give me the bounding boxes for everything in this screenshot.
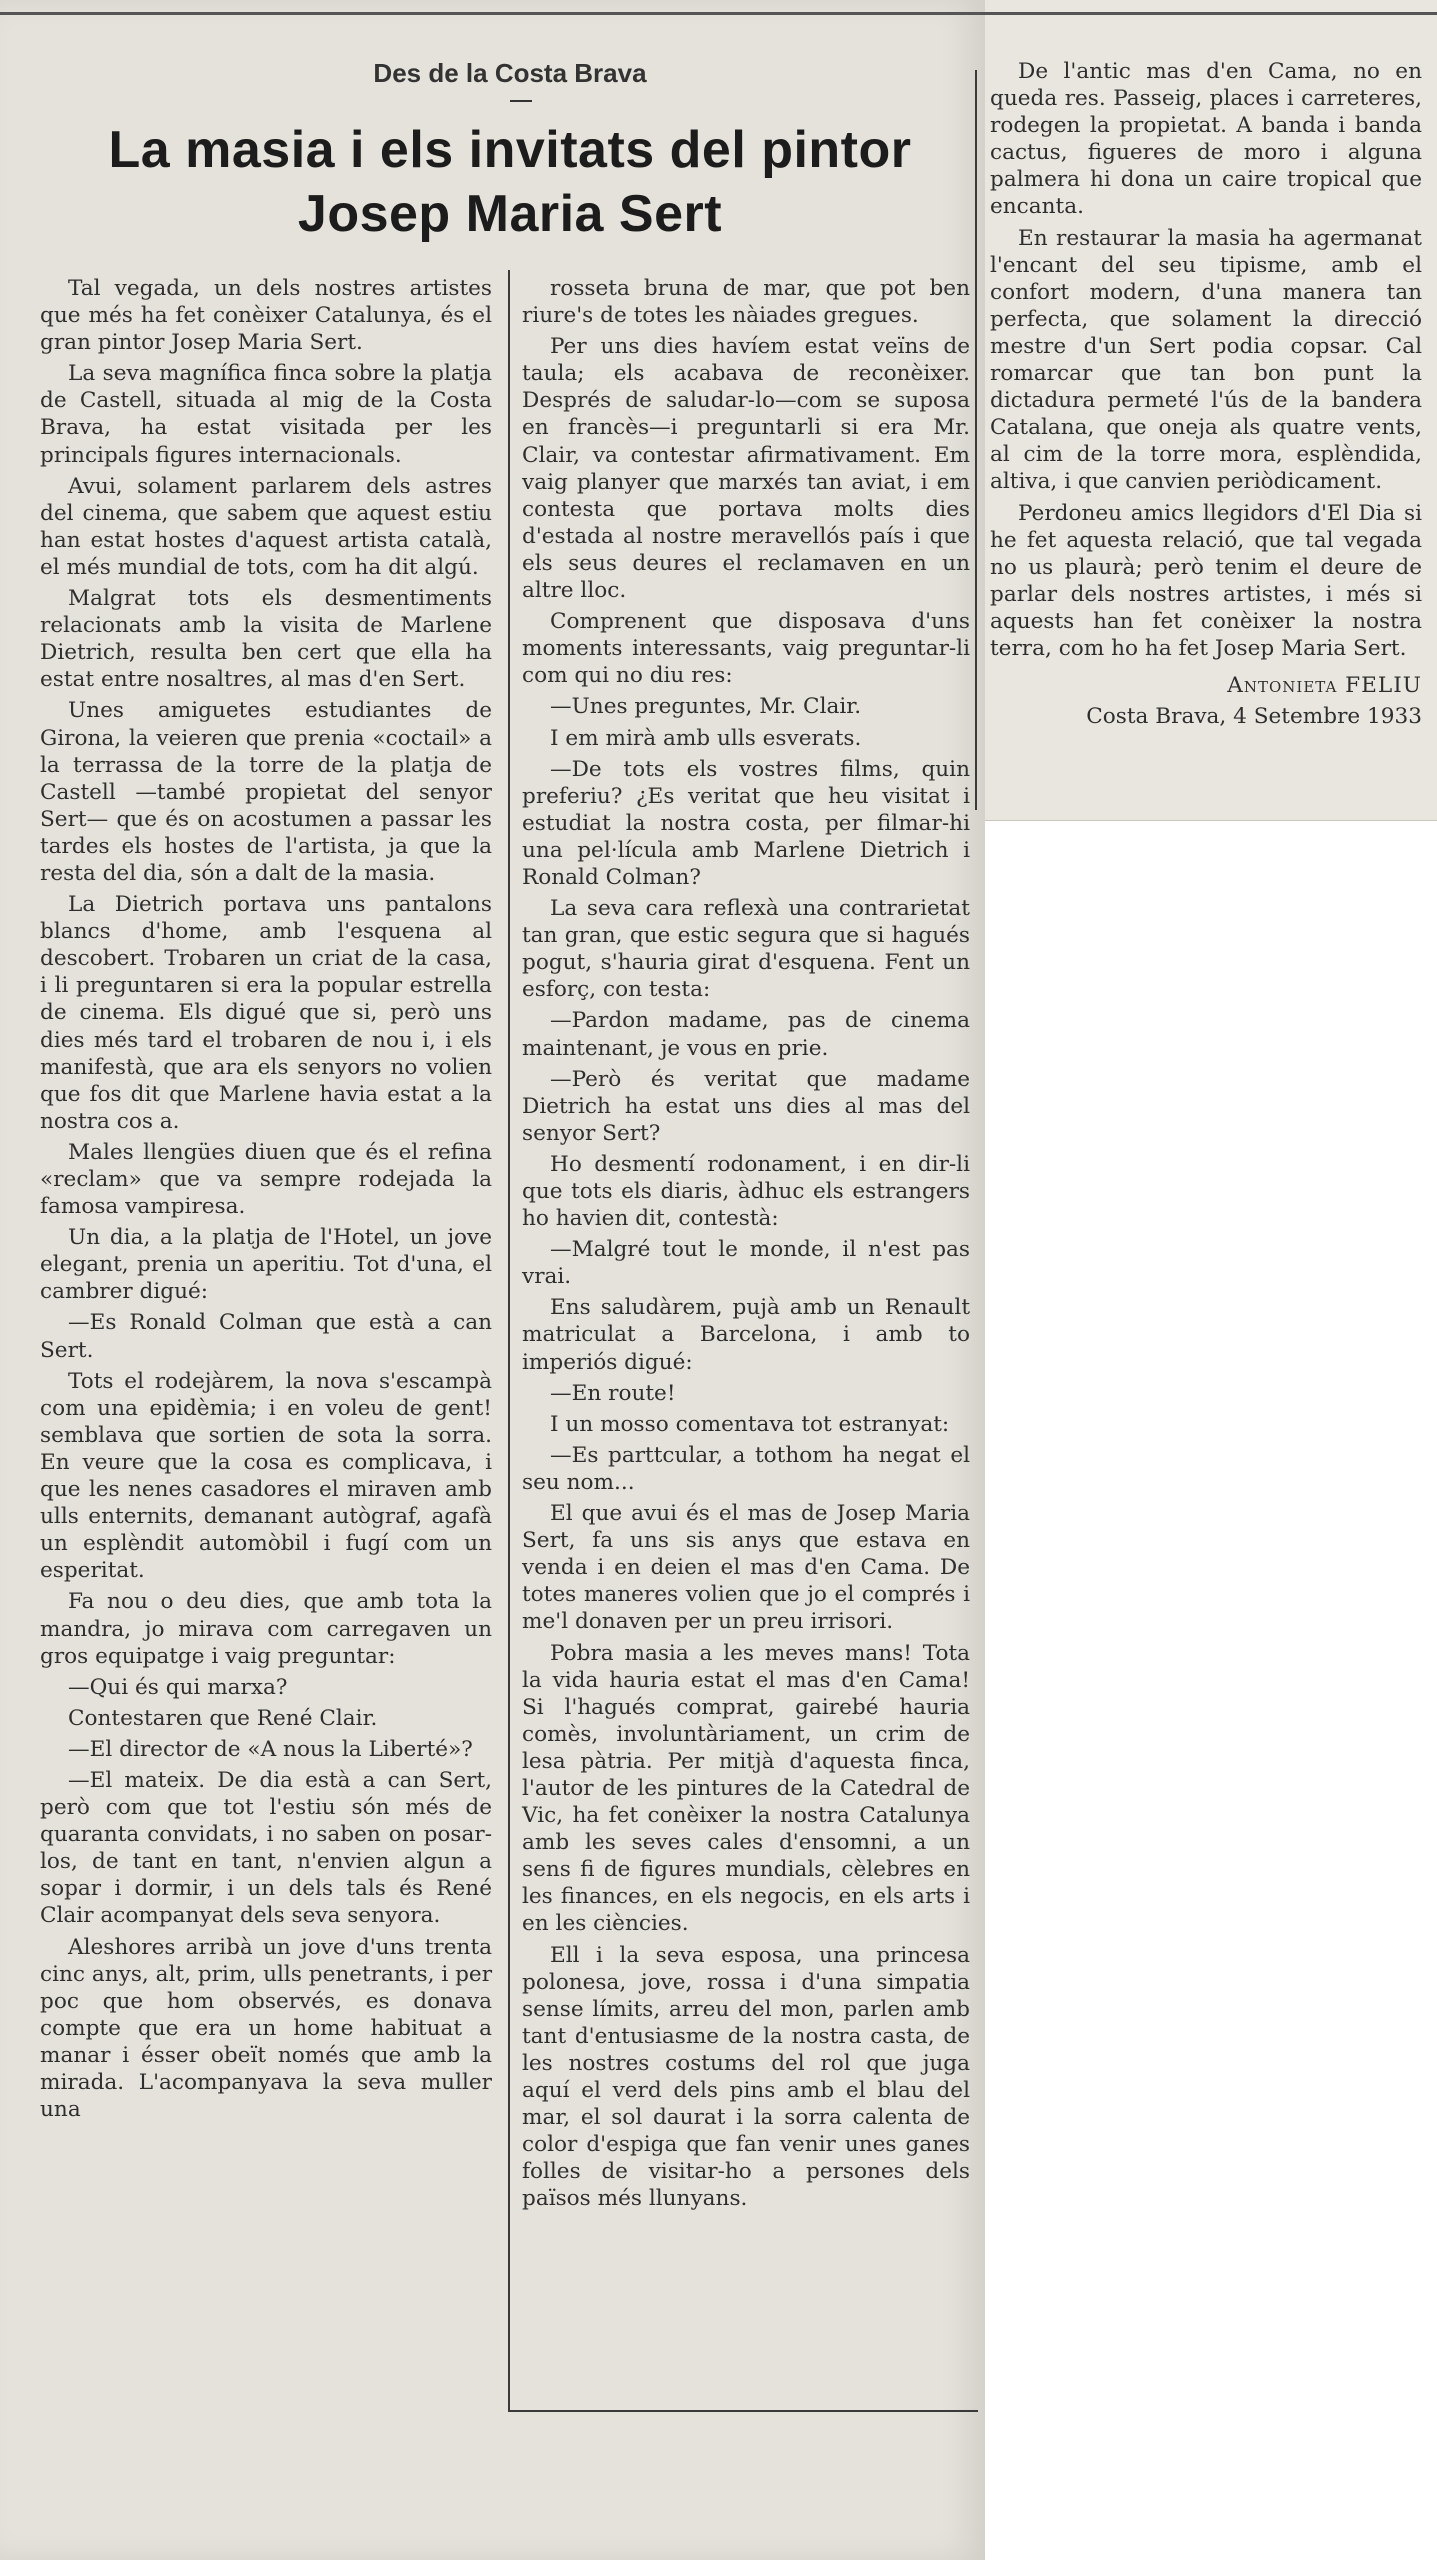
- paragraph: —De tots els vostres films, quin preferiu? ¿Es veritat que heu visitat i estudiat la nostra costa, per filmar-hi una pel·lícula amb Marlene Dietrich i Ronald Colman?: [522, 756, 970, 890]
- paragraph: El que avui és el mas de Josep Maria Sert, fa uns sis anys que estava en venda i en deien el mas d'en Cama. De totes maneres volien que jo el comprés i me'l donaven per un preu irrisori.: [522, 1501, 970, 1635]
- paragraph: rosseta bruna de mar, que pot ben riure's de totes les nàiades gregues.: [522, 276, 970, 329]
- paragraph: —Qui és qui marxa?: [68, 1674, 288, 1700]
- paragraph: —Pardon madame, pas de cinema maintenant, je vous en prie.: [522, 1008, 970, 1061]
- paragraph: —Però és veritat que madame Dietrich ha estat uns dies al mas del senyor Sert?: [522, 1066, 970, 1146]
- paragraph: Fa nou o deu dies, que amb tota la mandra, jo mirava com carregaven un gros equipatge i vaig preguntar:: [40, 1589, 492, 1669]
- article-headline: [30, 118, 990, 246]
- paragraph: Per uns dies havíem estat veïns de taula; els acabava de reconèixer. Després de saludar-lo—com se suposa en francès—i preguntarli si era Mr. Clair, va contestar afirmativament. Em vaig planyer que marxés tan aviat, i em contesta que portava molts dies d'estada al nostre meravellós país i que els seus deures el reclamaven en un altre lloc.: [522, 334, 970, 604]
- paragraph: La seva cara reflexà una contrarietat tan gran, que estic segura que si hagués pogut, s'hauria girat d'esquena. Fent un esforç, con testa:: [522, 896, 970, 1003]
- paragraph: En restaurar la masia ha agermanat l'encant del seu tipisme, amb el confort modern, d'una manera tan perfecta, que solament la direcció mestre d'un Sert podia copsar. Cal romarcar que tan bon punt la dictadura permeté l'ús de la bandera Catalana, que oneja als quatre vents, al cim de la torre mora, esplèndida, altiva, i que canvien periòdicament.: [990, 225, 1422, 495]
- paragraph: Tal vegada, un dels nostres artistes que més ha fet conèixer Catalunya, és el gran pintor Josep Maria Sert.: [40, 276, 492, 356]
- paragraph: I em mirà amb ulls esverats.: [550, 725, 862, 751]
- article-column-3: [990, 58, 1422, 730]
- paragraph: Perdoneu amics llegidors d'El Dia si he fet aquesta relació, que tal vegada no us plaurà; però tenim el deure de parlar dels nostres artistes, i més si aquests han fet conèixer la nostra terra, com ho ha fet Josep Maria Sert.: [990, 500, 1422, 661]
- paragraph: —Malgré tout le monde, il n'est pas vrai.: [522, 1237, 970, 1290]
- paragraph: Aleshores arribà un jove d'uns trenta cinc anys, alt, prim, ulls penetrants, i per poc que hom observés, es donava compte que era un home habituat a manar i ésser obeït només que amb la mirada. L'acompanyava la seva muller una: [40, 1934, 493, 2123]
- paragraph: La seva magnífica finca sobre la platja de Castell, situada al mig de la Costa Brava, ha estat visitada per les principals figures internacionals.: [40, 361, 492, 468]
- paragraph: Un dia, a la platja de l'Hotel, un jove elegant, prenia un aperitiu. Tot d'una, el cambrer digué:: [40, 1225, 492, 1305]
- paragraph: Pobra masia a les meves mans! Tota la vida hauria estat el mas d'en Cama! Si l'hagués comprat, gairebé hauria comès, involuntàriament, un crim de lesa pàtria. Per mitjà d'aquesta finca, l'autor de les pintures de la Catedral de Vic, ha fet conèixer la nostra Catalunya amb les seves cales d'ensomni, a un sens fi de figures mundials, cèlebres en les finances, en els negocis, en els arts i en les ciències.: [522, 1640, 970, 1937]
- paragraph: Tots el rodejàrem, la nova s'escampà com una epidèmia; i en voleu de gent! semblava que sortien de sota la sorra. En veure que la cosa es complicava, i que les nenes casadores el miraven amb ulls enternits, demanant autògraf, agafà un esplèndit automòbil i fugí com un esperitat.: [40, 1368, 492, 1584]
- paragraph: I un mosso comentava tot estranyat:: [550, 1411, 950, 1437]
- paragraph: Unes amiguetes estudiantes de Girona, la veieren que prenia «coctail» a la terrassa de la torre de la platja de Castell —també propietat del senyor Sert— que és on acostumen a passar les tardes els hostes de l'artista, ja que la resta del dia, són a dalt de la masia.: [40, 698, 492, 886]
- kicker-dash: [510, 100, 532, 102]
- paragraph: Males llengües diuen que és el refina «reclam» que va sempre rodejada la famosa vampiresa.: [40, 1139, 492, 1220]
- paragraph: Comprenent que disposava d'uns moments interessants, vaig preguntar-li com qui no diu res:: [522, 609, 970, 689]
- top-rule: [0, 12, 1437, 15]
- paragraph: Ens saludàrem, pujà amb un Renault matriculat a Barcelona, i amb to imperiós digué:: [522, 1295, 970, 1375]
- paragraph: Ell i la seva esposa, una princesa polonesa, jove, rossa i d'una simpatia sense límits, arreu del mon, parlen amb tant d'entusiasme de la nostra casta, de les nostres costums del rol que juga aquí el verd dels pins amb el blau del mar, el sol daurat i la sorra calenta de color d'espiga que fan venir unes ganes folles de visitar-ho a persones dels països més llunyans.: [522, 1942, 970, 2212]
- paragraph: Avui, solament parlarem dels astres del cinema, que sabem que aquest estiu han estat hostes d'aquest artista català, el més mundial de tots, com ha dit algú.: [40, 473, 492, 580]
- column-divider-2: [975, 70, 977, 810]
- column-divider-1: [508, 270, 510, 2410]
- headline-line-1: La masia i els invitats del pintor: [108, 121, 912, 179]
- paragraph: —Unes preguntes, Mr. Clair.: [550, 694, 862, 720]
- paragraph: —El mateix. De dia està a can Sert, però com que tot l'estiu són més de quaranta convidats, i no saben on posar-los, de tant en tant, n'envien algun a sopar i dormir, i un dels tals és René Clair acompanyat dels seva senyora.: [40, 1767, 492, 1929]
- paragraph: —El director de «A nous la Liberté»?: [68, 1736, 473, 1762]
- paragraph: La Dietrich portava uns pantalons blancs d'home, amb l'esquena al descobert. Trobaren un criat de la casa, i li preguntaren si era la popular estrella de cinema. Els digué que si, però uns dies més tard el trobaren de nou i, i els manifestà, que ara els senyors no volien que fos dit que Marlene havia estat a la nostra cos a.: [40, 892, 492, 1134]
- dateline: Costa Brava, 4 Setembre 1933: [1086, 704, 1422, 730]
- paragraph: Ho desmentí rodonament, i en dir-li que tots els diaris, àdhuc els estrangers ho havien dit, contestà:: [522, 1151, 970, 1232]
- paragraph: —En route!: [550, 1380, 676, 1406]
- paragraph: Contestaren que René Clair.: [68, 1705, 378, 1731]
- article-column-2: [522, 275, 970, 2216]
- paragraph: —Es parttcular, a tothom ha negat el seu nom...: [522, 1442, 970, 1495]
- article-column-1: [40, 275, 492, 2127]
- section-kicker: Des de la Costa Brava: [373, 58, 647, 88]
- headline-line-2: Josep Maria Sert: [297, 185, 723, 243]
- end-rule: [508, 2410, 978, 2412]
- paragraph: —Es Ronald Colman que està a can Sert.: [40, 1310, 492, 1363]
- paragraph: Malgrat tots els desmentiments relacionats amb la visita de Marlene Dietrich, resulta ben cert que ella ha estat entre nosaltres, al mas d'en Sert.: [40, 586, 492, 693]
- author-signature: Antonieta FELIU: [1227, 673, 1422, 699]
- paragraph: De l'antic mas d'en Cama, no en queda res. Passeig, places i carreteres, rodegen la propietat. A banda i banda cactus, figueres de moro i alguna palmera hi dona un caire tropical que encanta.: [990, 59, 1422, 220]
